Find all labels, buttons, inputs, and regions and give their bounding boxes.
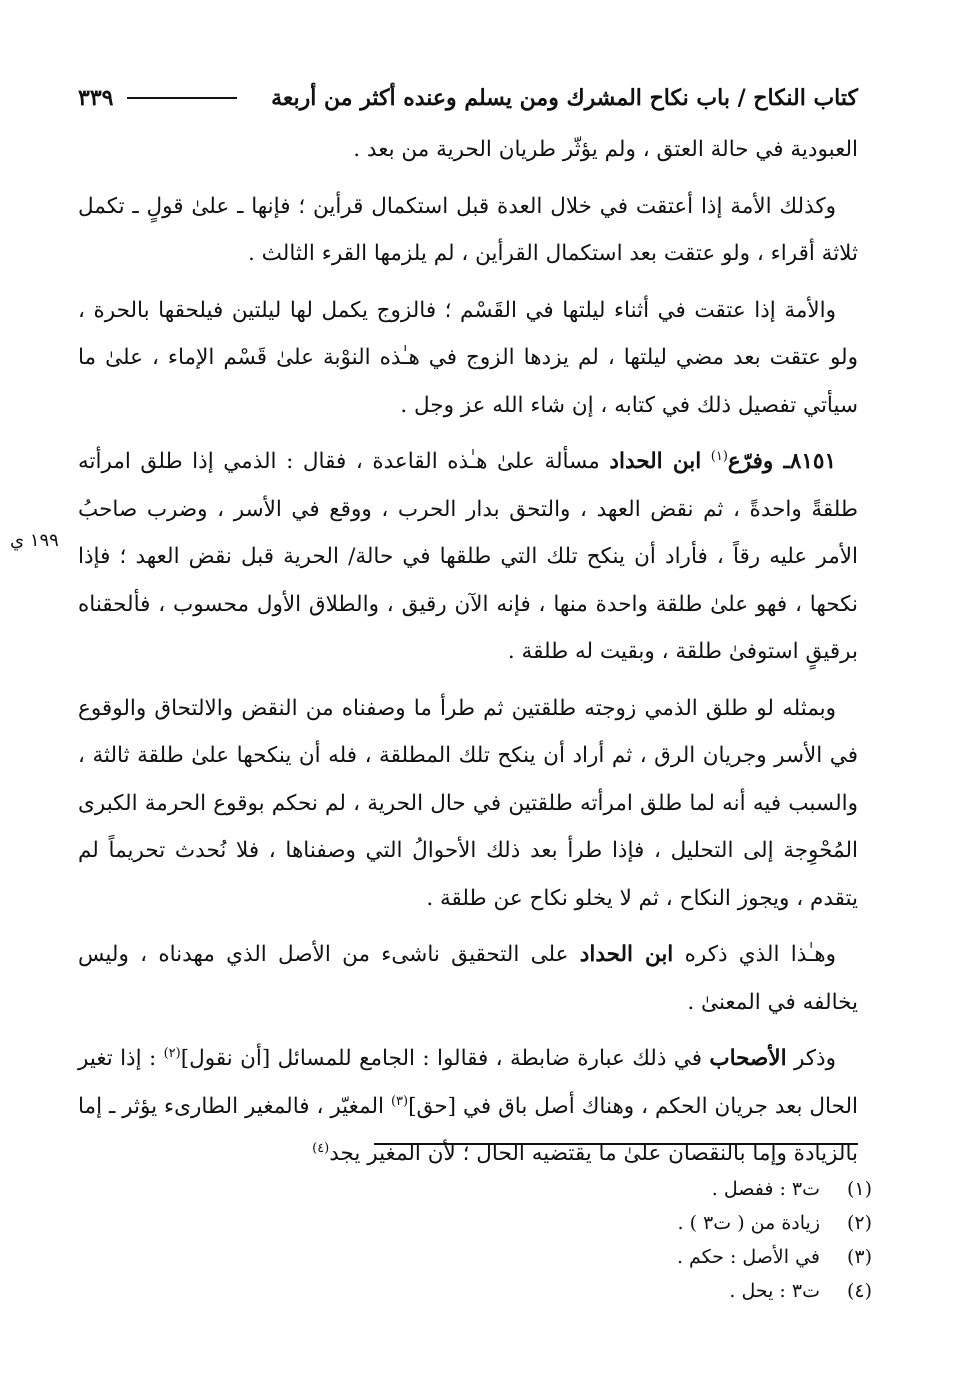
paragraph-number: ٨١٥١ـ وفرّع (727, 449, 837, 474)
author-name: ابن الحداد (609, 449, 702, 474)
footnote-ref[interactable]: (٢) (163, 1045, 181, 1061)
footnote-item (392, 1274, 872, 1308)
document-page (78, 78, 858, 1187)
margin-note: ١٩٩ ي (10, 530, 59, 551)
paragraph-text: والأمة إذا عتقت في أثناء ليلتها في القَسْم ؛ فالزوج يكمل لها ليلتين فيلحقها بالحرة ، ولو عتقت بعد مضي ليلتها ، لم يزدها الزوج في هـٰذه النوْبة علىٰ قَسْم الإماء ، علىٰ ما سيأتي تفصيل ذلك في كتابه ، إن شاء الله عز وجل . (78, 297, 858, 418)
footnote-number: (١) (846, 1178, 872, 1200)
emphasis-term: الأصحاب (709, 1046, 787, 1071)
paragraph (78, 126, 858, 174)
running-header (78, 78, 858, 118)
footnote-text: زيادة من ( ت٣ ) . (677, 1212, 820, 1234)
paragraph-text: على التحقيق ناشىء من الأصل الذي مهدناه ، وليس يخالفه في المعنىٰ . (78, 942, 858, 1015)
paragraph-text: وكذلك الأمة إذا أعتقت في خلال العدة قبل استكمال قرأين ؛ فإنها ـ علىٰ قولٍ ـ تكمل ثلاثة أقراء ، ولو عتقت بعد استكمال القرأين ، لم يلزمها القرء الثالث . (78, 193, 858, 266)
paragraph (78, 183, 858, 278)
footnote-item (392, 1240, 872, 1274)
footnote-number: (٤) (846, 1280, 872, 1302)
paragraph-text: مسألة علىٰ هـٰذه القاعدة ، فقال : الذمي إذا طلق امرأته طلقةً واحدةً ، ثم نقض العهد ، والتحق بدار الحرب ، ووقع في الأسر ، وضرب صاحبُ الأمر عليه رقاً ، فأراد أن ينكح تلك التي طلقها في حالة/ الحرية قبل نقض العهد ؛ فإذا نكحها ، فهو علىٰ طلقة واحدة منها ، فإنه الآن رقيق ، والطلاق الأول محسوب ، فألحقناه برقيقٍ استوفىٰ طلقة ، وبقيت له طلقة . (78, 449, 858, 664)
paragraph-text: العبودية في حالة العتق ، ولم يؤثّر طريان الحرية من بعد . (353, 137, 858, 162)
paragraph-text: : إذا تغير الحال بعد جريان الحكم ، وهناك أصل باق في [حق] (78, 1046, 858, 1119)
paragraph-text-before: وذكر (793, 1046, 836, 1071)
footnotes (392, 1172, 872, 1308)
footnote-text: ت٣ : يحل . (729, 1280, 820, 1302)
paragraph-text: وبمثله لو طلق الذمي زوجته طلقتين ثم طرأ ما وصفناه من النقض والالتحاق والوقوع في الأسر وجريان الرق ، ثم أراد أن ينكح تلك المطلقة ، فله أن ينكحها علىٰ طلقة ثالثة ، والسبب فيه أنه لما طلق امرأته طلقتين في حال الحرية ، لم نحكم بوقوع الحرمة الكبرى المُحْوِجة إلى التحليل ، فإذا طرأ بعد ذلك الأحوالُ التي وصفناها ، فلا نُحدث تحريماً لم يتقدم ، ويجوز النكاح ، ثم لا يخلو نكاح عن طلقة . (78, 695, 858, 911)
body-text (78, 126, 858, 1178)
footnote-number: (٣) (846, 1246, 872, 1268)
footnote-text: ت٣ : ففصل . (711, 1178, 820, 1200)
footnote-ref[interactable]: (٤) (312, 1140, 330, 1156)
paragraph (78, 685, 858, 923)
paragraph-text: المغيّر ، فالمغير الطارىء يؤثر ـ إما بالزيادة وإما بالنقصان علىٰ ما يقتضيه الحال ؛ لأن المغير يجد (78, 1093, 858, 1166)
paragraph-numbered (78, 438, 858, 676)
footnote-item (392, 1206, 872, 1240)
paragraph (78, 287, 858, 430)
paragraph-text-before: وهـٰذا الذي ذكره (684, 942, 836, 967)
footnote-text: في الأصل : حكم . (676, 1246, 820, 1268)
footnote-ref[interactable]: (١) (710, 448, 728, 464)
paragraph (78, 931, 858, 1026)
footnote-number: (٢) (846, 1212, 872, 1234)
footnote-ref[interactable]: (٣) (390, 1093, 409, 1109)
header-rule (127, 97, 237, 99)
header-rule-group (78, 85, 237, 111)
header-title: كتاب النكاح / باب نكاح المشرك ومن يسلم وعنده أكثر من أربعة (271, 85, 858, 111)
author-name: ابن الحداد (579, 942, 674, 967)
footnote-separator (374, 1143, 858, 1145)
paragraph-text: في ذلك عبارة ضابطة ، فقالوا : الجامع للمسائل [أن نقول] (180, 1046, 703, 1071)
paragraph (78, 1035, 858, 1178)
footnote-item (392, 1172, 872, 1206)
page-number: ٣٣٩ (78, 85, 114, 111)
